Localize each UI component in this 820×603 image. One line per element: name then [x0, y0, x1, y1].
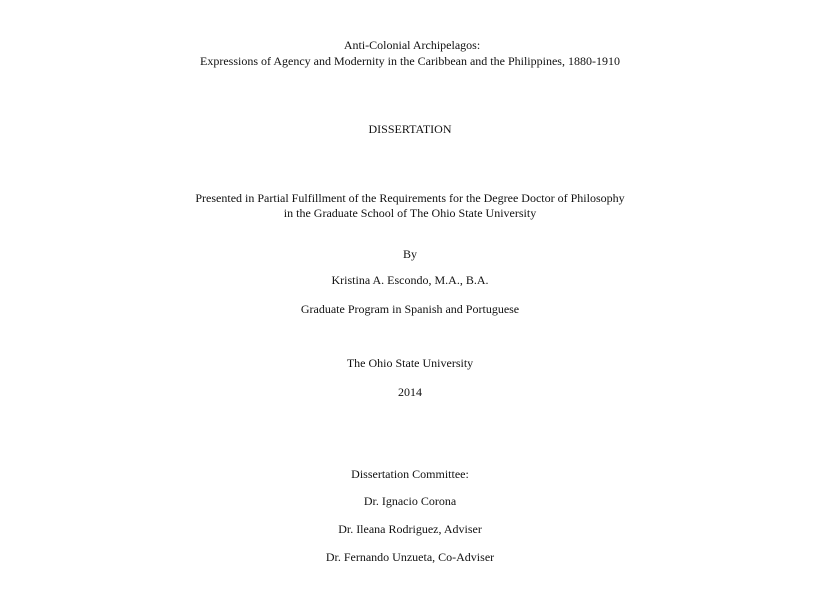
by-label: By: [402, 247, 417, 261]
committee-member: Dr. Ignacio Corona: [363, 494, 457, 508]
title-line-1: Anti-Colonial Archipelagos:: [343, 38, 481, 52]
author-name: Kristina A. Escondo, M.A., B.A.: [331, 273, 489, 287]
university-name: The Ohio State University: [346, 356, 474, 370]
presented-line-2: in the Graduate School of The Ohio State University: [283, 206, 537, 220]
document-type: DISSERTATION: [368, 122, 452, 136]
committee-member: Dr. Fernando Unzueta, Co-Adviser: [325, 550, 495, 564]
graduate-program: Graduate Program in Spanish and Portuguese: [300, 302, 520, 316]
committee-member: Dr. Ileana Rodriguez, Adviser: [338, 522, 482, 536]
year: 2014: [398, 385, 422, 399]
title-line-2: Expressions of Agency and Modernity in the Caribbean and the Philippines, 1880-1910: [200, 54, 620, 68]
committee-heading: Dissertation Committee:: [351, 467, 469, 481]
presented-line-1: Presented in Partial Fulfillment of the Requirements for the Degree Doctor of Philosophy: [195, 191, 625, 205]
